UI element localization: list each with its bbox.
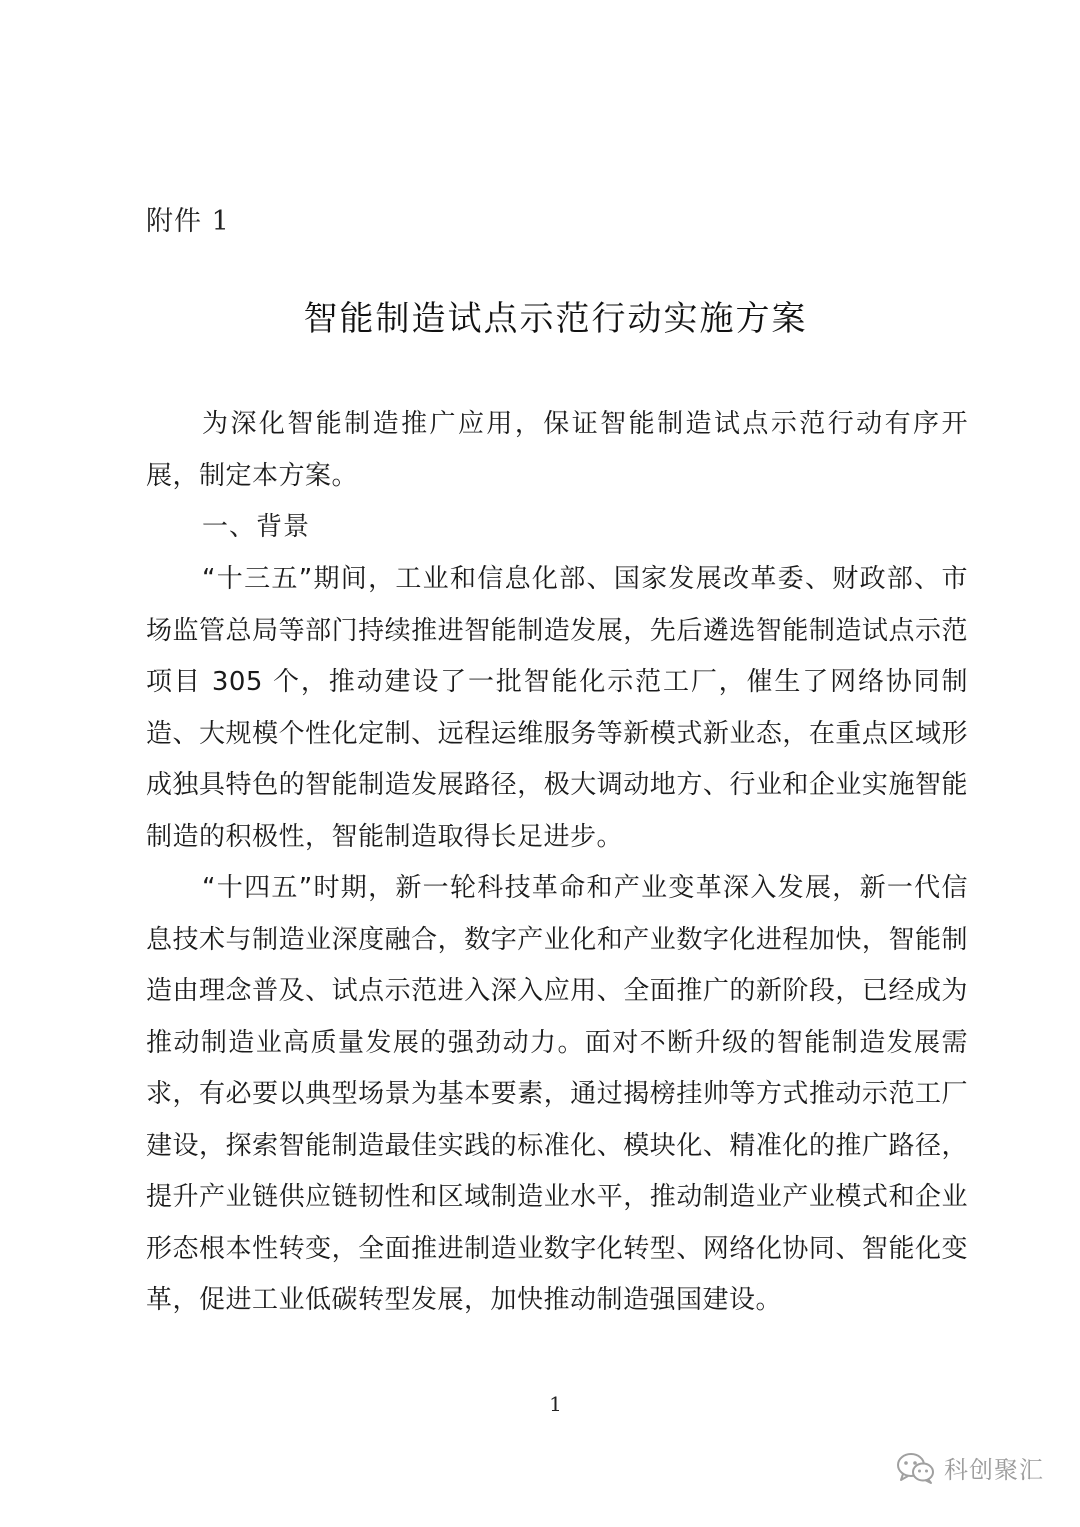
wechat-icon — [896, 1451, 936, 1485]
paragraph-14th-five-year: “十四五”时期，新一轮科技革命和产业变革深入发展，新一代信息技术与制造业深度融合，数字产业化和产业数字化进程加快，智能制造由理念普及、试点示范进入深入应用、全面推广的新阶段，已经成为推动制造业高质量发展的强劲动力。面对不断升级的智能制造发展需求，有必要以典型场景为基本要素，通过揭榜挂帅等方式推动示范工厂建设，探索智能制造最佳实践的标准化、模块化、精准化的推广路径，提升产业链供应链韧性和区域制造业水平，推动制造业产业模式和企业形态根本性转变，全面推进制造业数字化转型、网络化协同、智能化变革，促进工业低碳转型发展，加快推动制造强国建设。 — [146, 873, 968, 1315]
watermark — [896, 1450, 1044, 1485]
attachment-label: 附件 1 — [146, 206, 230, 237]
section-heading-background: 一、背景 — [202, 512, 311, 542]
paragraph-13th-five-year: “十三五”期间，工业和信息化部、国家发展改革委、财政部、市场监管总局等部门持续推进智能制造发展，先后遴选智能制造试点示范项目 305 个，推动建设了一批智能化示范工厂，催生了网络协同制造、大规模个性化定制、远程运维服务等新模式新业态，在重点区域形成独具特色的智能制造发展路径，极大调动地方、行业和企业实施智能制造的积极性，智能制造取得长足进步。 — [146, 564, 968, 852]
document-title: 智能制造试点示范行动实施方案 — [303, 299, 808, 339]
intro-paragraph: 为深化智能制造推广应用，保证智能制造试点示范行动有序开展，制定本方案。 — [146, 409, 968, 491]
page-number: 1 — [549, 1392, 562, 1416]
watermark-text: 科创聚汇 — [944, 1456, 1044, 1484]
